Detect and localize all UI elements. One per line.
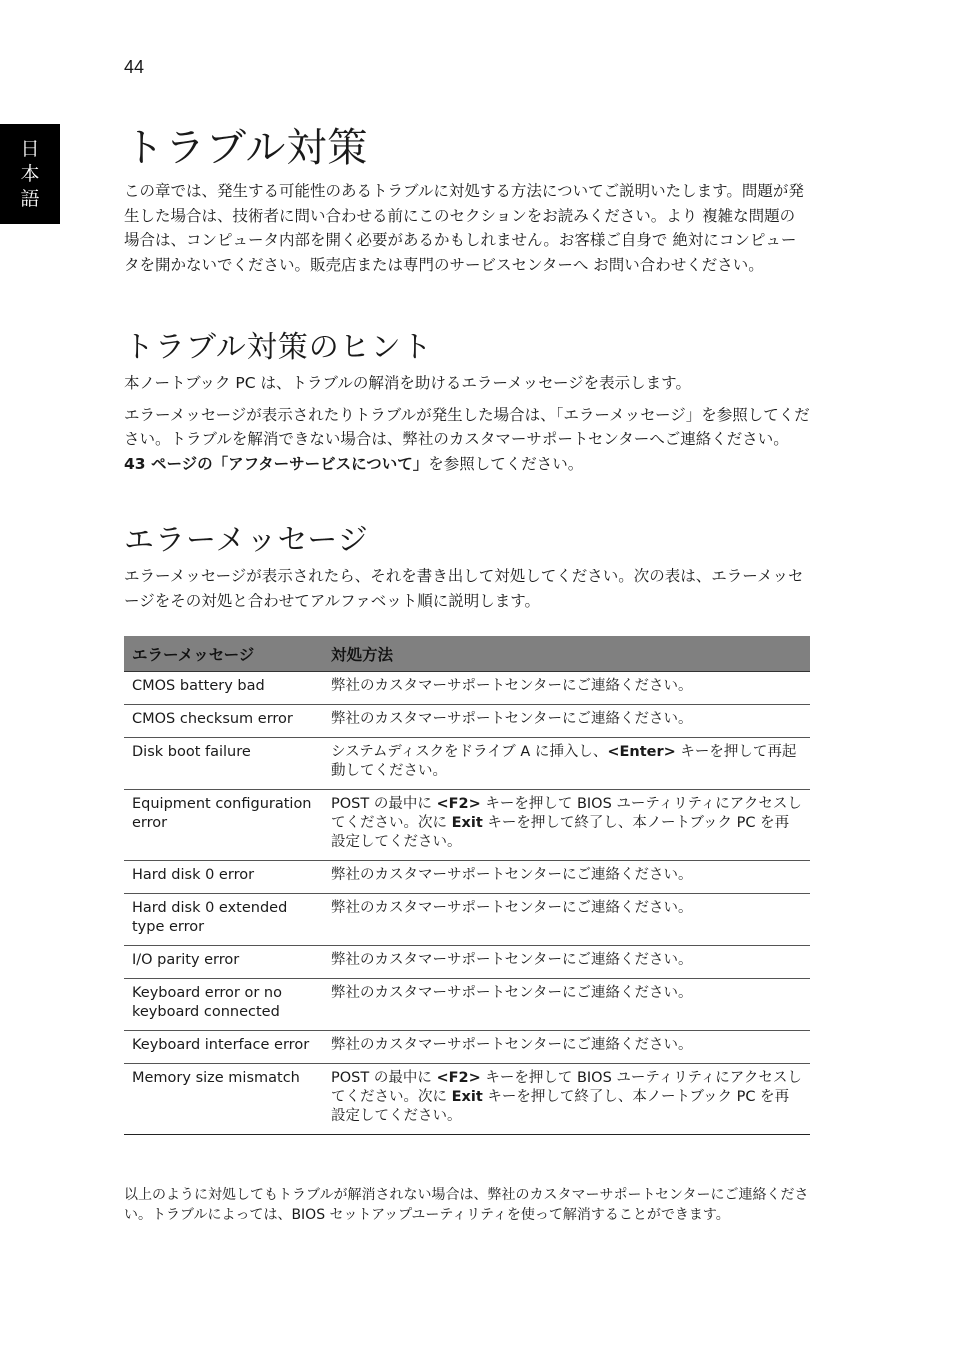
hints-heading: トラブル対策のヒント: [124, 330, 433, 365]
action-text: POST の最中に: [331, 1070, 437, 1086]
key-name: <Enter>: [607, 744, 676, 760]
error-message-cell: Disk boot failure: [124, 738, 323, 790]
page-title: トラブル対策: [124, 125, 369, 171]
action-cell: [323, 1031, 810, 1064]
intro-paragraph: この章では、発生する可能性のあるトラブルに対処する方法についてご説明いたします。問題が発生した場合は、技術者に問い合わせる前にこのセクションをお読みください。より 複雑な問題の場合は、コンピュータ内部を開く必要があるかもしれません。お客様ご自身で 絶対にコンピュータを開かないでください。販売店または専門のサービスセンターへ お問い合わせください。: [124, 182, 804, 274]
language-tab: [0, 124, 60, 224]
language-tab-char: 日: [20, 137, 40, 160]
hints-text-end: を参照してください。: [428, 454, 584, 473]
action-cell: [323, 861, 810, 894]
action-text: 弊社のカスタマーサポートセンターにご連絡ください。: [331, 900, 693, 916]
language-tab-char: 本: [20, 162, 40, 185]
table-header-action: 対処方法: [323, 636, 810, 672]
table-row: [124, 790, 810, 861]
action-text: キーを押して BIOS ユーティリティにアクセスしてください。次に: [331, 1070, 802, 1105]
action-cell: [323, 790, 810, 861]
action-text: 弊社のカスタマーサポートセンターにご連絡ください。: [331, 867, 693, 883]
error-message-cell: Keyboard error or no keyboard connected: [124, 979, 323, 1031]
key-name: <F2>: [436, 1070, 481, 1086]
action-text: 弊社のカスタマーサポートセンターにご連絡ください。: [331, 678, 693, 694]
error-message-cell: Keyboard interface error: [124, 1031, 323, 1064]
action-cell: [323, 946, 810, 979]
key-name: <F2>: [436, 796, 481, 812]
error-message-cell: I/O parity error: [124, 946, 323, 979]
action-cell: [323, 979, 810, 1031]
error-message-cell: Hard disk 0 extended type error: [124, 894, 323, 946]
action-cell: [323, 1064, 810, 1135]
error-message-cell: Hard disk 0 error: [124, 861, 323, 894]
action-text: キーを押して終了し、本ノートブック PC を再設定してください。: [331, 1089, 790, 1124]
language-tab-char: 語: [20, 187, 40, 210]
action-cell: [323, 672, 810, 705]
error-message-cell: Memory size mismatch: [124, 1064, 323, 1135]
table-row: [124, 946, 810, 979]
table-row: [124, 861, 810, 894]
messages-heading: エラーメッセージ: [124, 523, 369, 558]
key-name: Exit: [451, 1089, 483, 1105]
footer-paragraph: 以上のように対処してもトラブルが解消されない場合は、弊社のカスタマーサポートセンターにご連絡ください。トラブルによっては、BIOS セットアップユーティリティを使って解消することができます。: [124, 1187, 809, 1223]
action-text: システムディスクをドライブ A に挿入し、: [331, 744, 608, 760]
hints-paragraph-2: [124, 403, 810, 477]
action-cell: [323, 705, 810, 738]
messages-section: [124, 564, 810, 613]
table-header-row: [124, 636, 810, 672]
action-text: 弊社のカスタマーサポートセンターにご連絡ください。: [331, 985, 693, 1001]
table-row: [124, 1064, 810, 1135]
hints-paragraph-1: 本ノートブック PC は、トラブルの解消を助けるエラーメッセージを表示します。: [124, 374, 691, 392]
cross-reference: 43 ページの「アフターサービスについて」: [124, 454, 429, 473]
error-message-cell: CMOS battery bad: [124, 672, 323, 705]
table-row: [124, 894, 810, 946]
table-row: [124, 979, 810, 1031]
messages-paragraph: エラーメッセージが表示されたら、それを書き出して対処してください。次の表は、エラーメッセージをその対処と合わせてアルファベット順に説明します。: [124, 567, 804, 610]
table-body: [124, 672, 810, 1135]
action-text: キーを押して BIOS ユーティリティにアクセスしてください。次に: [331, 796, 802, 831]
table-row: [124, 738, 810, 790]
error-message-table: [124, 636, 810, 1135]
error-message-cell: Equipment configuration error: [124, 790, 323, 861]
action-text: 弊社のカスタマーサポートセンターにご連絡ください。: [331, 1037, 693, 1053]
action-text: キーを押して終了し、本ノートブック PC を再設定してください。: [331, 815, 790, 850]
action-text: 弊社のカスタマーサポートセンターにご連絡ください。: [331, 952, 693, 968]
hints-text: エラーメッセージが表示されたりトラブルが発生した場合は、「エラーメッセージ」を参照してください。トラブルを解消できない場合は、弊社のカスタマーサポートセンターへご連絡ください。: [124, 405, 810, 448]
table-header-message: エラーメッセージ: [124, 636, 323, 672]
hints-section: [124, 371, 810, 476]
key-name: Exit: [451, 815, 483, 831]
table-row: [124, 1031, 810, 1064]
action-text: 弊社のカスタマーサポートセンターにご連絡ください。: [331, 711, 693, 727]
table-row: [124, 672, 810, 705]
page-number: 44: [124, 57, 145, 77]
error-message-cell: CMOS checksum error: [124, 705, 323, 738]
action-cell: [323, 738, 810, 790]
table-row: [124, 705, 810, 738]
footer-section: [124, 1186, 810, 1225]
action-cell: [323, 894, 810, 946]
action-text: キーを押して再起動してください。: [331, 744, 797, 779]
action-text: POST の最中に: [331, 796, 437, 812]
intro-section: [124, 179, 810, 277]
